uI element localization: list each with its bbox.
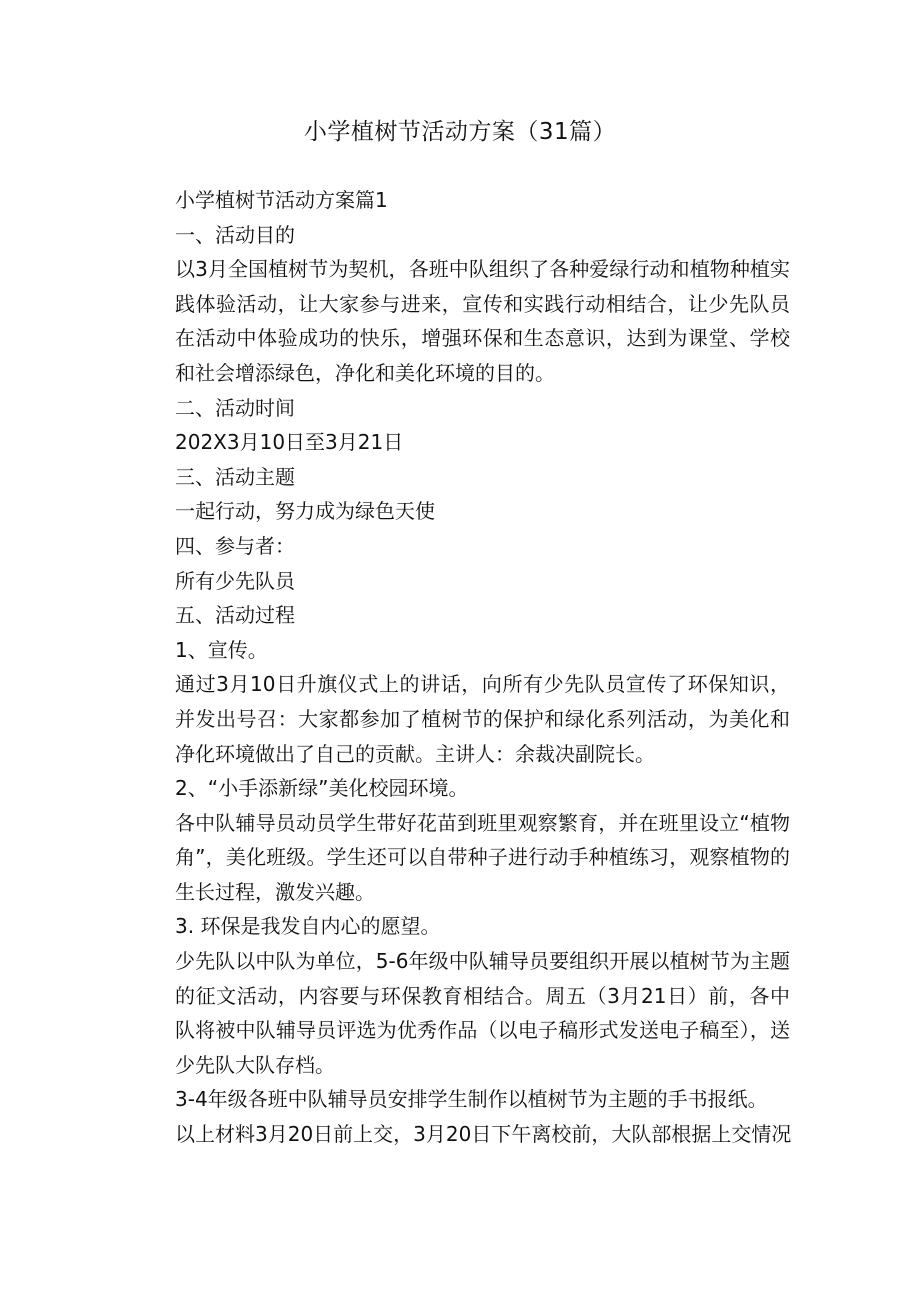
document-body <box>175 183 790 1152</box>
paragraph-activity-time: 202X3月10日至3月21日 <box>175 430 404 455</box>
subheading-publicity: 1、宣传。 <box>175 637 268 662</box>
heading-activity-time: 二、活动时间 <box>175 395 295 420</box>
section-title: 小学植树节活动方案篇1 <box>175 188 388 212</box>
paragraph-participants: 所有少先队员 <box>175 568 295 593</box>
paragraph-handwritten-newspaper: 3-4年级各班中队辅导员安排学生制作以植树节为主题的手书报纸。 <box>175 1087 768 1112</box>
paragraph-submission: 以上材料3月20日前上交，3月20日下午离校前，大队部根据上交情况 <box>175 1122 792 1147</box>
paragraph-campus-greening: 各中队辅导员动员学生带好花苗到班里观察繁育，并在班里设立“植物角”，美化班级。学生还可以自带种子进行动手种植练习，观察植物的生长过程，激发兴趣。 <box>175 810 790 904</box>
document-title: 小学植树节活动方案（31篇） <box>303 119 617 145</box>
heading-activity-theme: 三、活动主题 <box>175 464 295 489</box>
paragraph-activity-purpose: 以3月全国植树节为契机，各班中队组织了各种爱绿行动和植物种植实践体验活动，让大家参与进来，宣传和实践行动相结合，让少先队员在活动中体验成功的快乐，增强环保和生态意识，达到为课堂、学校和社会增添绿色，净化和美化环境的目的。 <box>175 257 790 385</box>
subheading-campus-greening: 2、“小手添新绿”美化校园环境。 <box>175 776 469 801</box>
subheading-environmental-wish: 3. 环保是我发自内心的愿望。 <box>175 914 441 939</box>
paragraph-publicity: 通过3月10日升旗仪式上的讲话，向所有少先队员宣传了环保知识，并发出号召：大家都参加了植树节的保护和绿化系列活动，为美化和净化环境做出了自己的贡献。主讲人：余裁决副院长。 <box>175 672 790 766</box>
heading-activity-process: 五、活动过程 <box>175 603 295 628</box>
paragraph-activity-theme: 一起行动，努力成为绿色天使 <box>175 499 435 524</box>
heading-participants: 四、参与者： <box>175 533 295 558</box>
paragraph-essay-activity: 少先队以中队为单位，5-6年级中队辅导员要组织开展以植树节为主题的征文活动，内容要与环保教育相结合。周五（3月21日）前，各中队将被中队辅导员评选为优秀作品（以电子稿形式发送电子稿至），送少先队大队存档。 <box>175 949 790 1077</box>
heading-activity-purpose: 一、活动目的 <box>175 222 295 247</box>
